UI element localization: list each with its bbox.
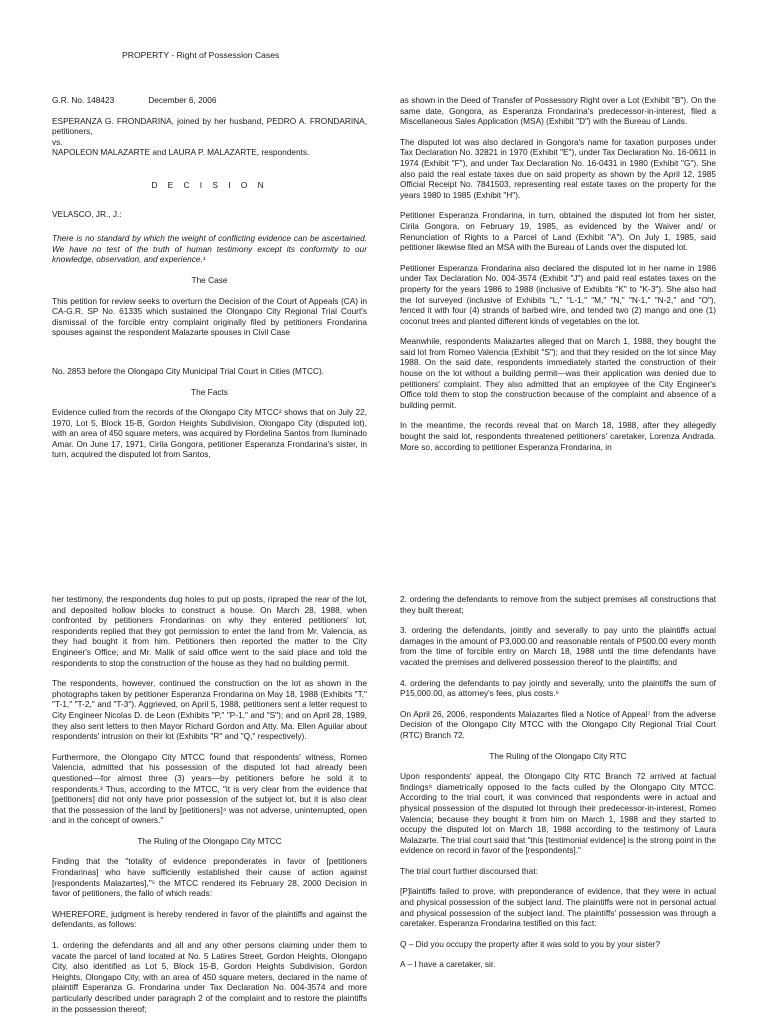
paragraph-mtcc-finding: Furthermore, the Olongapo City MTCC found that respondents' witness, Romeo Valencia, admitted that his possession of the disputed lot had already been questioned—for almost three (3) years—by petitioners before he sold it to respondents.³ Thus, according to the MTCC, "it is very clear from the evidence that [petitioners] did not only have prior possession of the subject lot, but it is also clear that the possession of the land by [petitioners]⁴ was not adverse, uninterrupted, open and in the concept of owners." (52, 751, 367, 826)
decision-date: December 6, 2006 (148, 95, 217, 105)
petitioners-line: ESPERANZA G. FRONDARINA, joined by her husband, PEDRO A. FRONDARINA, petitioners, (52, 115, 367, 137)
gr-number: G.R. No. 148423 (52, 95, 115, 105)
right-column-upper (400, 95, 716, 462)
epigraph: There is no standard by which the weight of conflicting evidence can be ascertained. We have no test of the truth of human testimony except its conformity to our knowledge, observation, and experience.¹ (52, 233, 367, 265)
testimony-answer: A – I have a caretaker, sir. (400, 959, 496, 970)
ponente-line: VELASCO, JR., J.: (52, 208, 122, 219)
paragraph-order-4: 4. ordering the defendants to pay jointly and severally, unto the plaintiffs the sum of P15,000.00, as attorney's fees, plus costs.⁶ (400, 677, 716, 699)
paragraph-order-2: 2. ordering the defendants to remove from the subject premises all constructions that they built thereat; (400, 594, 716, 615)
paragraph-case: This petition for review seeks to overturn the Decision of the Court of Appeals (CA) in CA-G.R. SP No. 61335 which sustained the Olongapo City Regional Trial Court's dismissal of the forcible entry complaint originally filed by petitioners Frondarina spouses against the respondent Malazarte spouses in Civil Case (52, 295, 367, 338)
paragraph-order-3: 3. ordering the defendants, jointly and severally to pay unto the plaintiffs actual damages in the amount of P3,000.00 and reasonable rentals of P500.00 every month from the time of forcible entry on March 18, 1988 until the time defendants have vacated the premises and delivered possession thereof to the plaintiffs; and (400, 625, 716, 667)
decision-heading: D E C I S I O N (151, 179, 268, 190)
left-column-upper (52, 95, 367, 470)
paragraph-construction: The respondents, however, continued the construction on the lot as shown in the photographs taken by petitioner Esperanza Frondarina on May 18, 1988 (Exhibits "T," "T-1," "T-2," and "T-3"). Aggrieved, on April 5, 1988, petitioners sent a letter request to City Engineer Nicolas D. de Leon (Exhibits "P," "P-1," and "S"); and on April 28, 1989, they also sent letters to then Mayor Richard Gordon and Atty. Ma. Ellen Aguilar about respondents' intrusion on their lot (Exhibits "R" and "Q," respectively). (52, 678, 367, 742)
paragraph-quoted-finding: [P]laintiffs failed to prove, with preponderance of evidence, that they were in actual and physical possession of the subject land. The plaintiffs were not in personal actual and physical possession of the subject land. The plaintiffs' possession was through a caretaker. Esperanza Frondarina testified on this fact: (400, 886, 716, 929)
paragraph-order-1: 1. ordering the defendants and all and any other persons claiming under them to vacate the parcel of land located at No. 5 Latires Street, Gordon Heights, Olongapo City, also identified as Lot 5, Block 15-B, Gordon Heights Subdivision, Gordon Heights, Olongapo City, with an area of 450 square meters, declared in the name of plaintiff Esperanza G. Frondarina under Tax Declaration No. 004-3574 and more particularly described under paragraph 2 of the complaint and to restore the plaintiffs in the possession thereof; (52, 940, 367, 1014)
paragraph-totality: Finding that the "totality of evidence preponderates in favor of [petitioners Frondarinas] who have sufficiently established their cause of action against [respondents Malazartes],"⁵ the MTCC rendered its February 28, 2000 Decision in favor of petitioners, the fallo of which reads: (52, 856, 367, 899)
versus-line: vs. (52, 136, 63, 147)
document-page-lower (0, 590, 768, 1024)
paragraph-case-continued: No. 2853 before the Olongapo City Municipal Trial Court in Cities (MTCC). (52, 365, 325, 376)
heading-the-facts: The Facts (191, 386, 228, 397)
paragraph-survey: Petitioner Esperanza Frondarina also declared the disputed lot in her name in 1986 under Tax Declaration No. 004-3574 (Exhibit "J") and paid real estates taxes on the property for the years 1986 to 1988 (inclusive of Exhibits "K" to "K-3"). She also had the lot surveyed (inclusive of Exhibits "L," "L-1," "M," "N," "N-1," "N-2," and "O"), fenced it with four (4) strands of barbed wire, and tended two (2) mango and one (1) coconut trees and planted different kinds of vegetables on the lot. (400, 262, 716, 326)
heading-rtc-ruling: The Ruling of the Olongapo City RTC (489, 750, 627, 761)
paragraph-deed-transfer: as shown in the Deed of Transfer of Possessory Right over a Lot (Exhibit "B"). On the same date, Gongora, as Esperanza Frondarina's predecessor-in-interest, filed a Miscellaneous Sales Application (MSA) (Exhibit "D") with the Bureau of Lands. (400, 95, 716, 127)
document-header-title: PROPERTY - Right of Possession Cases (122, 50, 280, 60)
paragraph-waiver: Petitioner Esperanza Frondarina, in turn, obtained the disputed lot from her sister, Cirila Gongora, on February 19, 1985, as evidenced by the Waiver and/ or Renunciation of Rights to a Parcel of Land (Exhibit "A"). On July 1, 1985, said petitioner likewise filed an MSA with the Bureau of Lands over the disputed lot. (400, 210, 716, 253)
paragraph-threats: In the meantime, the records reveal that on March 18, 1988, after they allegedly bought the said lot, respondents threatened petitioners' caretaker, Lorenza Andrada. More so, according to petitioner Esperanza Frondarina, in (400, 420, 716, 452)
testimony-question: Q – Did you occupy the property after it was sold to you by your sister? (400, 938, 661, 949)
paragraph-discourse: The trial court further discoursed that: (400, 865, 538, 876)
paragraph-tax-declaration: The disputed lot was also declared in Gongora's name for taxation purposes under Tax Declaration No. 32821 in 1970 (Exhibit "E"), under Tax Declaration No. 16-0611 in 1974 (Exhibit "F"), and under Tax Declaration No. 16-0431 in 1980 (Exhibit "G"). She also paid the real estate taxes due on said property as shown by the April 12, 1985 Official Receipt No. 7841503, representing real estate taxes on the property for the years 1980 to 1985 (Exhibit "H"). (400, 136, 716, 200)
heading-mtcc-ruling: The Ruling of the Olongapo City MTCC (137, 835, 282, 846)
paragraph-facts: Evidence culled from the records of the Olongapo City MTCC² shows that on July 22, 1970, Lot 5, Block 15-B, Gordon Heights Subdivision, Olongapo City (disputed lot), with an area of 450 square meters, was acquired by Flordelina Santos from Iluminado Amar. On June 17, 1971, Cirila Gongora, petitioner Esperanza Frondarina's sister, in turn, acquired the disputed lot from Santos, (52, 407, 367, 460)
case-number-line (52, 95, 367, 106)
respondents-line: NAPOLEON MALAZARTE and LAURA P. MALAZARTE, respondents. (52, 147, 310, 158)
left-column-lower (52, 594, 367, 1024)
heading-the-case: The Case (191, 274, 228, 285)
paragraph-testimony: her testimony, the respondents dug holes to put up posts, ripraped the rear of the lot, and deposited hollow blocks to construct a house. On March 28, 1988, when confronted by petitioners Frondarinas on why they entered petitioners' lot, respondents replied that they got permission to enter the land from Mr. Valencia, as they had bought it from him. Petitioners then reported the matter to the City Engineer's Office; and Mr. Malik of said office went to the said place and told the respondents to stop the construction of the house as they had no building permit. (52, 594, 367, 668)
paragraph-wherefore: WHEREFORE, judgment is hereby rendered in favor of the plaintiffs and against the defendants, as follows: (52, 908, 367, 930)
paragraph-notice-appeal: On April 26, 2006, respondents Malazartes filed a Notice of Appeal⁷ from the adverse Decision of the Olongapo City MTCC with the Olongapo City Regional Trial Court (RTC) Branch 72. (400, 708, 716, 740)
paragraph-respondents-purchase: Meanwhile, respondents Malazartes alleged that on March 1, 1988, they bought the said lot from Romeo Valencia (Exhibit "S"); and that they resided on the lot since May 1988. On the said date, respondents immediately started the construction of their house on the lot without a building permit—was their application was denied due to petitioners' complaint. They also admitted that an employee of the City Engineer's Office told them to stop the construction because of the complaint and absence of a building permit. (400, 336, 716, 410)
right-column-lower (400, 594, 716, 980)
paragraph-rtc-findings: Upon respondents' appeal, the Olongapo City RTC Branch 72 arrived at factual findings⁸ diametrically opposed to the facts culled by the Olongapo City MTCC. According to the trial court, it was convinced that respondents were in actual and physical possession of the disputed lot through their predecessor-in-interest, Romeo Valencia; because they bought it from him on March 1, 1988 and they started to occupy the disputed lot on March 18, 1988 according to the testimony of Laura Malazarte. The trial court said that "this [testimonial evidence] is the strong point in the evidence on record in favor of the [respondents]." (400, 771, 716, 856)
